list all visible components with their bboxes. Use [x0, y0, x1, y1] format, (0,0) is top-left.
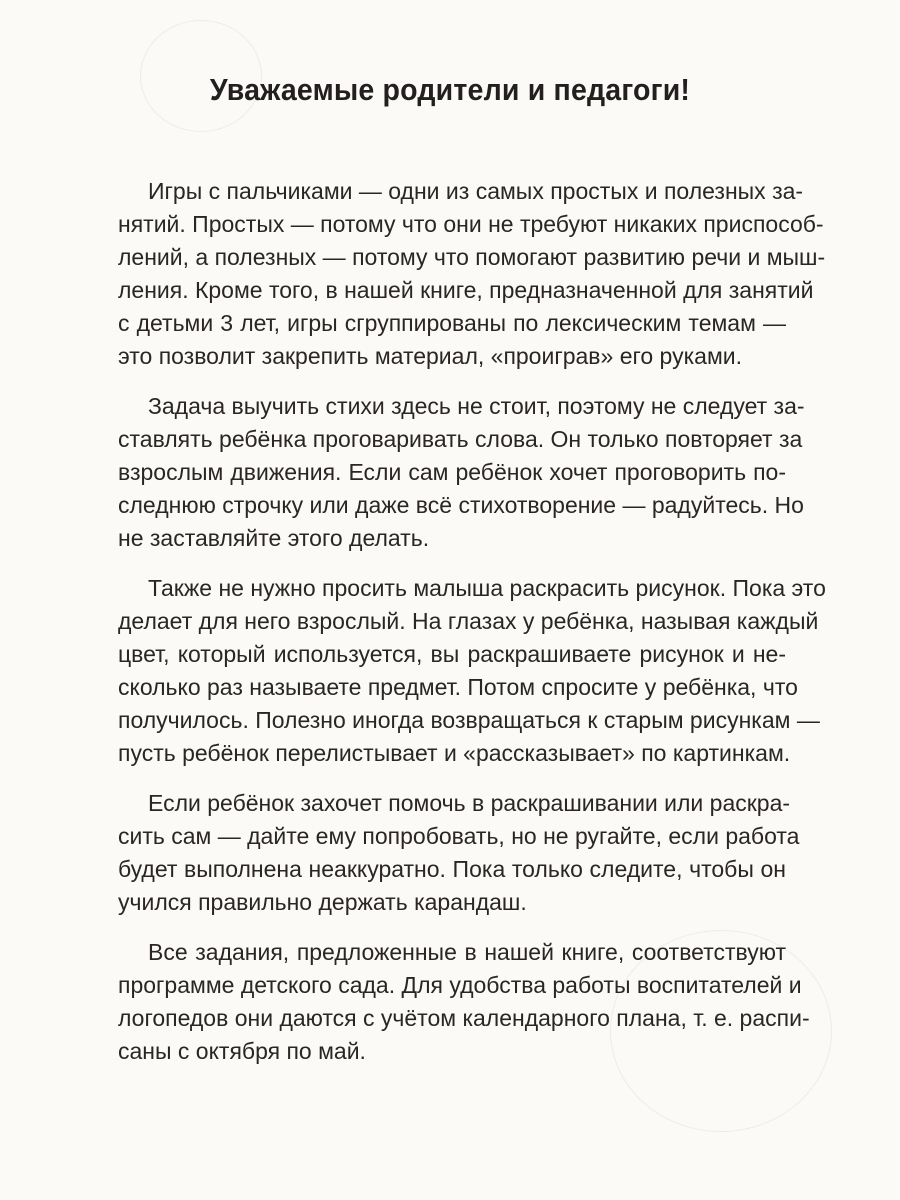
text-line: получилось. Полезно иногда возвращаться к старым рисункам —	[118, 707, 820, 733]
text-line: не заставляйте этого делать.	[118, 525, 430, 551]
paragraph	[118, 936, 810, 1068]
text-line: логопедов они даются с учётом календарного плана, т. е. распи-	[118, 1005, 810, 1031]
text-line: делает для него взрослый. На глазах у ребёнка, называя каждый	[118, 608, 819, 634]
text-line: пусть ребёнок перелистывает и «рассказывает» по картинкам.	[118, 740, 791, 766]
text-line: ставлять ребёнка проговаривать слова. Он только повторяет за	[118, 426, 803, 452]
text-line: учился правильно держать карандаш.	[118, 889, 527, 915]
text-line: программе детского сада. Для удобства работы воспитателей и	[118, 972, 802, 998]
text-line: Игры с пальчиками — одни из самых простых и полезных за-	[148, 178, 804, 204]
text-line: Если ребёнок захочет помочь в раскрашивании или раскра-	[148, 790, 791, 816]
text-line: это позволит закрепить материал, «проиграв» его руками.	[118, 343, 742, 369]
text-line: сить сам — дайте ему попробовать, но не ругайте, если работа	[118, 823, 800, 849]
text-line: Также не нужно просить малыша раскрасить рисунок. Пока это	[148, 575, 826, 601]
paragraph	[118, 787, 800, 919]
text-line: с детьми 3 лет, игры сгруппированы по лексическим темам —	[118, 310, 786, 336]
text-line: Все задания, предложенные в нашей книге, соответствуют	[148, 939, 786, 965]
page-title: Уважаемые родители и педагоги!	[209, 72, 691, 107]
text-line: Задача выучить стихи здесь не стоит, поэтому не следует за-	[148, 393, 805, 419]
text-line: сколько раз называете предмет. Потом спросите у ребёнка, что	[118, 674, 798, 700]
text-line: взрослым движения. Если сам ребёнок хочет проговорить по-	[118, 459, 786, 485]
text-line: будет выполнена неаккуратно. Пока только следите, чтобы он	[118, 856, 786, 882]
text-line: нятий. Простых — потому что они не требуют никаких приспособ-	[118, 211, 824, 237]
paragraph	[118, 572, 826, 770]
text-line: ления. Кроме того, в нашей книге, предназначенной для занятий	[118, 277, 814, 303]
text-line: следнюю строчку или даже всё стихотворение — радуйтесь. Но	[118, 492, 804, 518]
paragraph	[118, 390, 805, 555]
paragraph	[118, 175, 826, 373]
text-line: цвет, который используется, вы раскрашиваете рисунок и не-	[118, 641, 786, 667]
text-line: саны с октября по май.	[118, 1038, 366, 1064]
document-body	[118, 175, 826, 1085]
text-line: лений, а полезных — потому что помогают развитию речи и мыш-	[118, 244, 826, 270]
